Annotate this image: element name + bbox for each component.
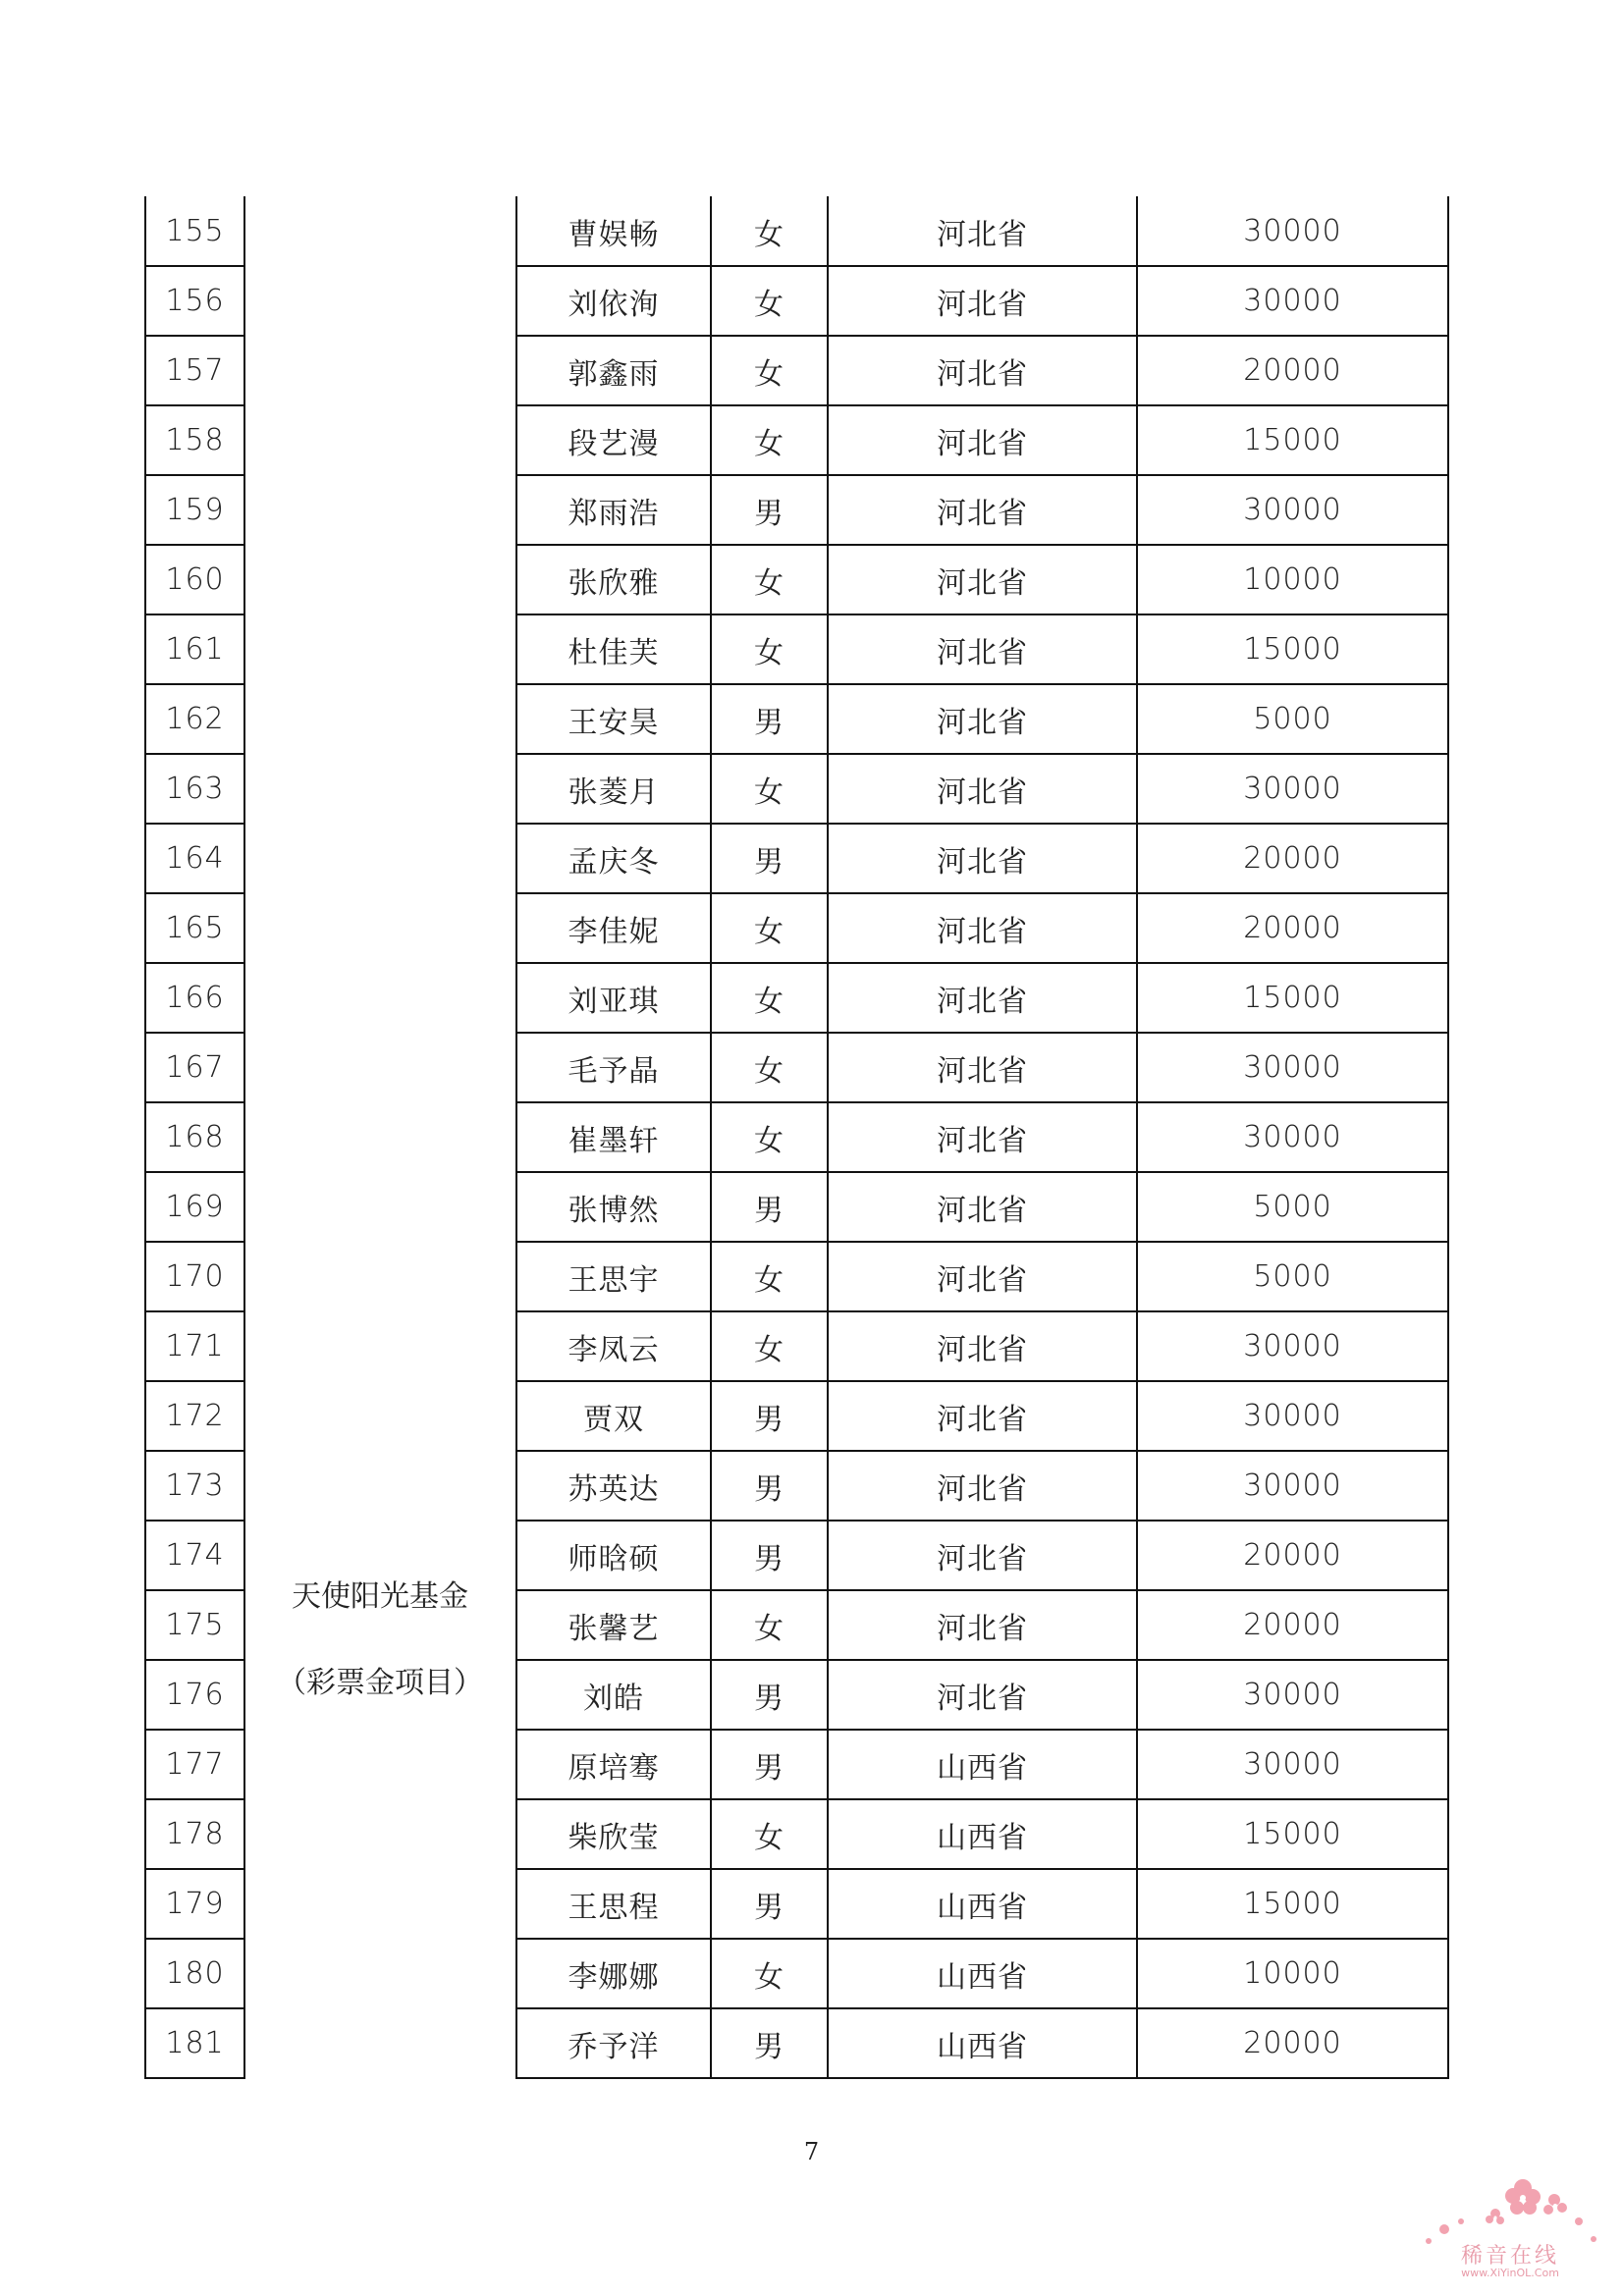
cell-province: 河北省 bbox=[937, 1471, 1028, 1507]
cell-gender: 女 bbox=[754, 1332, 784, 1367]
cell-name: 段艺漫 bbox=[568, 426, 660, 461]
cell-name: 郑雨浩 bbox=[568, 496, 660, 531]
cell-province: 河北省 bbox=[937, 914, 1028, 949]
cell-gender: 男 bbox=[754, 1471, 784, 1507]
cell-province: 山西省 bbox=[937, 1959, 1028, 1995]
cell-no: 167 bbox=[165, 1050, 225, 1085]
cell-name: 刘皓 bbox=[583, 1681, 644, 1716]
cell-gender: 女 bbox=[754, 356, 784, 392]
cell-name: 李凤云 bbox=[568, 1332, 660, 1367]
cell-name: 王安昊 bbox=[568, 705, 660, 740]
cell-gender: 女 bbox=[754, 287, 784, 322]
cell-gender: 男 bbox=[754, 1402, 784, 1437]
cell-amount: 15000 bbox=[1243, 423, 1342, 457]
cell-gender: 男 bbox=[754, 705, 784, 740]
cell-gender: 男 bbox=[754, 1681, 784, 1716]
cell-name: 师晗硕 bbox=[568, 1541, 660, 1576]
cell-no: 181 bbox=[165, 2026, 225, 2060]
cell-gender: 男 bbox=[754, 1541, 784, 1576]
cell-name: 乔予洋 bbox=[568, 2029, 660, 2064]
cell-province: 河北省 bbox=[937, 426, 1028, 461]
cell-amount: 20000 bbox=[1243, 1538, 1342, 1573]
cell-name: 毛予晶 bbox=[568, 1053, 660, 1089]
cell-no: 177 bbox=[165, 1747, 225, 1782]
cell-amount: 20000 bbox=[1243, 841, 1342, 876]
cell-gender: 男 bbox=[754, 496, 784, 531]
cell-gender: 女 bbox=[754, 217, 784, 252]
cell-province: 河北省 bbox=[937, 1053, 1028, 1089]
cell-amount: 15000 bbox=[1243, 1817, 1342, 1851]
cell-gender: 男 bbox=[754, 1890, 784, 1925]
cell-no: 172 bbox=[165, 1399, 225, 1433]
cell-province: 河北省 bbox=[937, 1611, 1028, 1646]
cell-province: 河北省 bbox=[937, 1541, 1028, 1576]
cell-province: 河北省 bbox=[937, 774, 1028, 810]
cell-no: 180 bbox=[165, 1956, 225, 1991]
cell-amount: 30000 bbox=[1243, 1678, 1342, 1712]
cell-gender: 女 bbox=[754, 635, 784, 670]
cell-amount: 30000 bbox=[1243, 1468, 1342, 1503]
cell-no: 156 bbox=[165, 284, 225, 318]
cell-name: 张菱月 bbox=[568, 774, 660, 810]
cell-no: 164 bbox=[165, 841, 225, 876]
cell-no: 168 bbox=[165, 1120, 225, 1154]
cell-amount: 30000 bbox=[1243, 1329, 1342, 1363]
cell-no: 166 bbox=[165, 981, 225, 1015]
cell-amount: 20000 bbox=[1243, 1608, 1342, 1642]
cell-gender: 女 bbox=[754, 774, 784, 810]
cell-province: 河北省 bbox=[937, 1123, 1028, 1158]
cell-no: 169 bbox=[165, 1190, 225, 1224]
fund-name-line1: 天使阳光基金 bbox=[292, 1579, 468, 1614]
cell-no: 159 bbox=[165, 493, 225, 527]
cell-name: 郭鑫雨 bbox=[568, 356, 660, 392]
cell-no: 161 bbox=[165, 632, 225, 667]
cell-gender: 男 bbox=[754, 1750, 784, 1786]
cell-no: 174 bbox=[165, 1538, 225, 1573]
cell-amount: 20000 bbox=[1243, 353, 1342, 388]
cell-gender: 男 bbox=[754, 844, 784, 880]
cell-province: 山西省 bbox=[937, 1890, 1028, 1925]
cell-no: 160 bbox=[165, 562, 225, 597]
cell-gender: 女 bbox=[754, 984, 784, 1019]
cell-no: 173 bbox=[165, 1468, 225, 1503]
cell-no: 170 bbox=[165, 1259, 225, 1294]
cell-gender: 女 bbox=[754, 1959, 784, 1995]
cell-province: 河北省 bbox=[937, 984, 1028, 1019]
cell-province: 河北省 bbox=[937, 1262, 1028, 1298]
cell-amount: 30000 bbox=[1243, 772, 1342, 806]
cell-province: 河北省 bbox=[937, 287, 1028, 322]
cell-no: 158 bbox=[165, 423, 225, 457]
cell-no: 176 bbox=[165, 1678, 225, 1712]
cell-no: 157 bbox=[165, 353, 225, 388]
cell-province: 山西省 bbox=[937, 2029, 1028, 2064]
cell-gender: 女 bbox=[754, 1262, 784, 1298]
cell-amount: 30000 bbox=[1243, 1050, 1342, 1085]
cell-name: 刘依洵 bbox=[568, 287, 660, 322]
cell-amount: 30000 bbox=[1243, 1747, 1342, 1782]
cell-amount: 30000 bbox=[1243, 493, 1342, 527]
cell-name: 张欣雅 bbox=[568, 565, 660, 601]
watermark-logo bbox=[1407, 2170, 1613, 2288]
cell-name: 张馨艺 bbox=[568, 1611, 660, 1646]
cell-name: 柴欣莹 bbox=[568, 1820, 660, 1855]
watermark-text: 稀音在线 bbox=[1460, 2244, 1559, 2269]
cell-province: 河北省 bbox=[937, 635, 1028, 670]
cell-province: 河北省 bbox=[937, 565, 1028, 601]
cell-name: 孟庆冬 bbox=[568, 844, 660, 880]
cell-gender: 男 bbox=[754, 1193, 784, 1228]
cell-name: 杜佳芙 bbox=[568, 635, 660, 670]
cell-no: 165 bbox=[165, 911, 225, 945]
cell-amount: 5000 bbox=[1253, 1259, 1332, 1294]
fund-name-cell bbox=[247, 1575, 513, 1705]
cell-province: 山西省 bbox=[937, 1750, 1028, 1786]
cell-name: 贾双 bbox=[583, 1402, 644, 1437]
cell-gender: 女 bbox=[754, 426, 784, 461]
cell-province: 河北省 bbox=[937, 844, 1028, 880]
cell-amount: 30000 bbox=[1243, 1399, 1342, 1433]
cell-amount: 20000 bbox=[1243, 2026, 1342, 2060]
cell-amount: 30000 bbox=[1243, 284, 1342, 318]
cell-gender: 女 bbox=[754, 1053, 784, 1089]
watermark-url: www.XiYinOL.Com bbox=[1461, 2267, 1559, 2279]
cell-no: 171 bbox=[165, 1329, 225, 1363]
cell-amount: 15000 bbox=[1243, 1887, 1342, 1921]
page-number: 7 bbox=[803, 2138, 820, 2165]
cell-no: 162 bbox=[165, 702, 225, 736]
cell-no: 163 bbox=[165, 772, 225, 806]
cell-amount: 30000 bbox=[1243, 1120, 1342, 1154]
fund-name-line2: （彩票金项目） bbox=[277, 1666, 483, 1700]
cell-no: 179 bbox=[165, 1887, 225, 1921]
cell-amount: 15000 bbox=[1243, 981, 1342, 1015]
cell-province: 河北省 bbox=[937, 1332, 1028, 1367]
cell-province: 河北省 bbox=[937, 356, 1028, 392]
cell-name: 王思程 bbox=[568, 1890, 660, 1925]
cell-province: 河北省 bbox=[937, 1402, 1028, 1437]
cell-gender: 女 bbox=[754, 1123, 784, 1158]
cell-name: 曹娱畅 bbox=[568, 217, 660, 252]
cell-name: 李娜娜 bbox=[568, 1959, 660, 1995]
cell-province: 河北省 bbox=[937, 1193, 1028, 1228]
cell-amount: 10000 bbox=[1243, 562, 1342, 597]
cell-amount: 15000 bbox=[1243, 632, 1342, 667]
cell-no: 175 bbox=[165, 1608, 225, 1642]
cell-name: 苏英达 bbox=[568, 1471, 660, 1507]
cell-amount: 10000 bbox=[1243, 1956, 1342, 1991]
cell-gender: 女 bbox=[754, 914, 784, 949]
cell-amount: 5000 bbox=[1253, 1190, 1332, 1224]
cell-no: 155 bbox=[165, 214, 225, 248]
cell-province: 河北省 bbox=[937, 217, 1028, 252]
cell-province: 山西省 bbox=[937, 1820, 1028, 1855]
cell-name: 张博然 bbox=[568, 1193, 660, 1228]
cell-amount: 30000 bbox=[1243, 214, 1342, 248]
cell-gender: 女 bbox=[754, 1611, 784, 1646]
cell-amount: 20000 bbox=[1243, 911, 1342, 945]
cell-name: 原培骞 bbox=[568, 1750, 660, 1786]
cell-name: 李佳妮 bbox=[568, 914, 660, 949]
cell-name: 王思宇 bbox=[568, 1262, 660, 1298]
cell-province: 河北省 bbox=[937, 496, 1028, 531]
cell-no: 178 bbox=[165, 1817, 225, 1851]
cell-gender: 女 bbox=[754, 1820, 784, 1855]
cell-name: 刘亚琪 bbox=[568, 984, 660, 1019]
cell-province: 河北省 bbox=[937, 1681, 1028, 1716]
cell-gender: 男 bbox=[754, 2029, 784, 2064]
cell-name: 崔墨轩 bbox=[568, 1123, 660, 1158]
cell-amount: 5000 bbox=[1253, 702, 1332, 736]
cell-province: 河北省 bbox=[937, 705, 1028, 740]
cell-gender: 女 bbox=[754, 565, 784, 601]
